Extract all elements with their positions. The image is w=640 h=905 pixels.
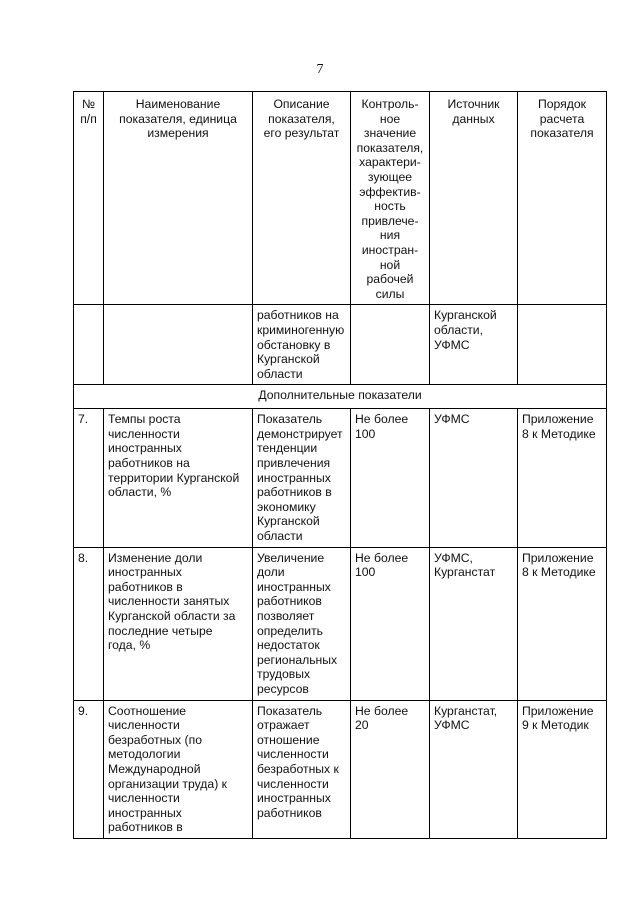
indicator-description: Показатель отражает отношение численности безработных к численности иностранных работников (253, 700, 351, 838)
calculation-order: Приложение 8 к Методике (518, 409, 607, 547)
table-cell (351, 305, 430, 385)
page-number: 7 (316, 62, 324, 77)
table-row (74, 700, 607, 838)
data-source: Курганстат, УФМС (430, 700, 518, 838)
control-value: Не более 100 (351, 409, 430, 547)
section-row (74, 385, 607, 409)
calculation-order: Приложение 8 к Методике (518, 547, 607, 700)
table-cell (74, 305, 104, 385)
indicators-table (73, 91, 607, 839)
header-cell-calculation: Порядок расчета показателя (518, 92, 607, 305)
header-cell-source: Источник данных (430, 92, 518, 305)
row-number: 9. (74, 700, 104, 838)
indicator-name: Темпы роста численности иностранных работников на территории Курганской области, % (104, 409, 253, 547)
control-value: Не более 100 (351, 547, 430, 700)
header-cell-number: № п/п (74, 92, 104, 305)
table-row (74, 547, 607, 700)
header-cell-description: Описание показателя, его результат (253, 92, 351, 305)
data-source: УФМС (430, 409, 518, 547)
indicator-name: Соотношение численности безработных (по методологии Международной организации труда) к численности иностранных работников в (104, 700, 253, 838)
section-title: Дополнительные показатели (74, 385, 607, 409)
indicator-description: Увеличение доли иностранных работников позволяет определить недостаток региональных трудовых ресурсов (253, 547, 351, 700)
table-header-row (74, 92, 607, 305)
calculation-order: Приложение 9 к Методик (518, 700, 607, 838)
table-row-continuation (74, 305, 607, 385)
row-number: 7. (74, 409, 104, 547)
control-value: Не более 20 (351, 700, 430, 838)
header-cell-name: Наименование показателя, единица измерения (104, 92, 253, 305)
table-row (74, 409, 607, 547)
table-cell (104, 305, 253, 385)
indicator-description: Показатель демонстрирует тенденции привлечения иностранных работников в экономику Курганской области (253, 409, 351, 547)
table-cell: работников на криминогенную обстановку в Курганской области (253, 305, 351, 385)
data-source: УФМС, Курганстат (430, 547, 518, 700)
indicator-name: Изменение доли иностранных работников в численности занятых Курганской области за последние четыре года, % (104, 547, 253, 700)
header-cell-control-value: Контроль- ное значение показателя, характери- зующее эффектив- ность привлече- ния иностран- ной рабочей силы (351, 92, 430, 305)
row-number: 8. (74, 547, 104, 700)
table-cell (518, 305, 607, 385)
table-cell: Курганской области, УФМС (430, 305, 518, 385)
